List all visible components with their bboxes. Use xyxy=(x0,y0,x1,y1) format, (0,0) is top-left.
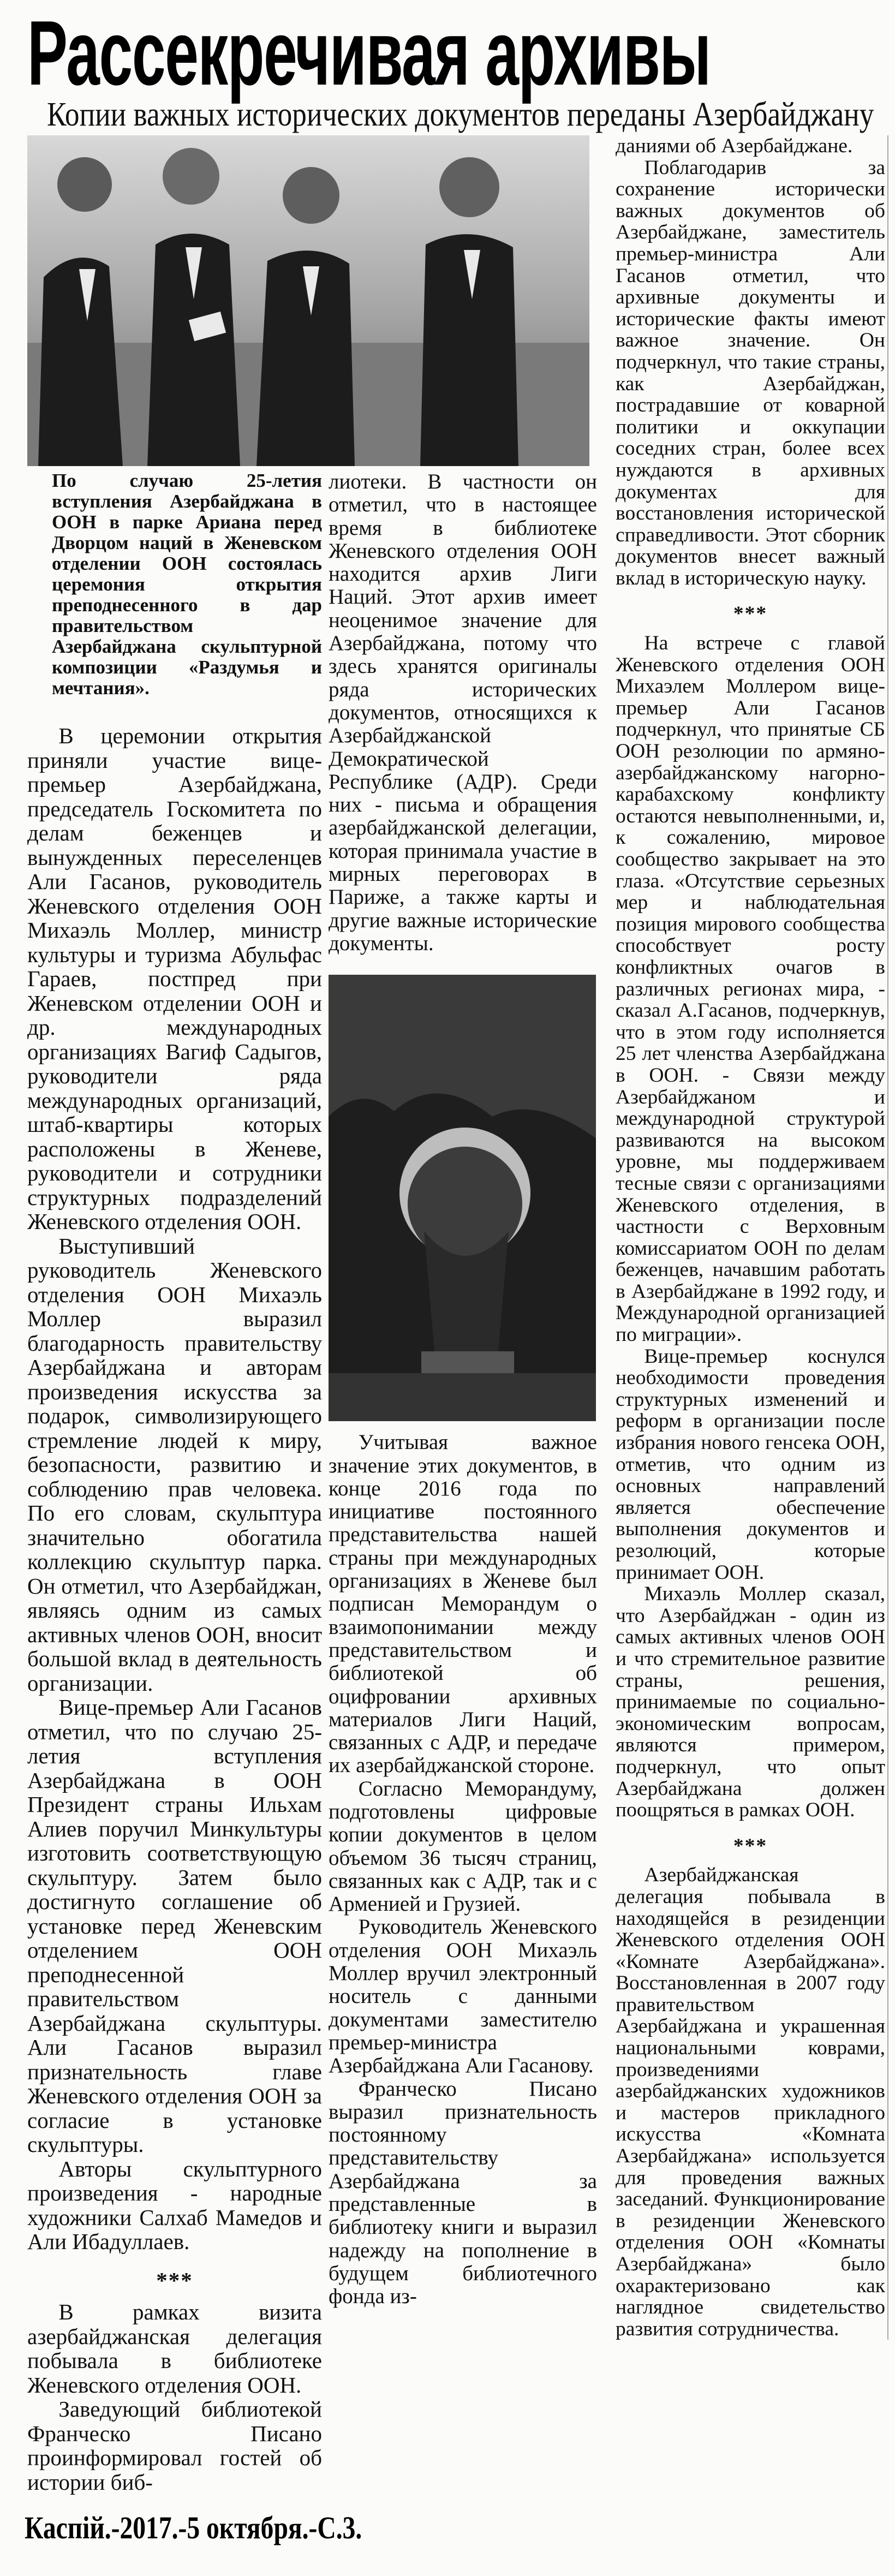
paragraph: Вице-премьер коснулся необходимости проведения структурных изменений и реформ в организации после избрания нового генсека ООН, отметив, что одним из основных направлений является обеспечение выполнения документов и резолюций, которые принимает ООН. xyxy=(616,1345,885,1584)
sculpture-photo xyxy=(329,975,596,1421)
paragraph: даниями об Азербайджане. xyxy=(616,135,853,157)
paragraph: На встрече с главой Женевского отделения ООН Михаэлем Моллером вице-премьер Али Гасанов подчеркнул, что принятые СБ ООН резолюции по армяно-азербайджанскому нагорно-карабахскому конфликту остаются невыполненными, и, к сожалению, мировое сообщество закрывает на это глаза. «Отсутствие серьезных мер и наблюдательная позиция мирового сообщества способствует росту конфликтных очагов в различных регионах мира, - сказал А.Гасанов, подчеркнув, что в этом году исполняется 25 лет членства Азербайджана в ООН. - Связи между Азербайджаном и международной структурой развиваются на высоком уровне, мы поддерживаем тесные связи с организациями Женевского отделения, в частности с Верховным комиссариатом ООН по делам беженцев, начавшим работать в Азербайджане в 1992 году, и Международной организацией по миграции». xyxy=(616,632,885,1346)
photo-caption: По случаю 25-летия вступления Азербайджана в ООН в парке Ариана перед Дворцом наций в Женевском отделении ООН состоялась церемония открытия преподнесенного в дар правительством Азербайджана скульптурной композиции «Раздумья и мечтания». xyxy=(52,470,322,699)
paragraph: В церемонии открытия приняли участие вице-премьер Азербайджана, председатель Госкомитета по делам беженцев и вынужденных переселенцев Али Гасанов, руководитель Женевского отделения ООН Михаэль Моллер, министр культуры и туризма Абульфас Гараев, постпред при Женевском отделении ООН и др. международных организациях Вагиф Садыгов, руководители ряда международных организаций, штаб-квартиры которых расположены в Женеве, руководители и сотрудники структурных подразделений Женевского отделения ООН. xyxy=(27,723,322,1234)
paragraph: Заведующий библиотекой Франческо Писано проинформировал гостей об истории биб- xyxy=(27,2396,322,2495)
section-separator: *** xyxy=(733,1834,768,1857)
column-2 xyxy=(329,470,597,2309)
article-header xyxy=(0,0,895,135)
left-block xyxy=(27,135,600,2494)
footer xyxy=(0,2511,895,2576)
column-2-bottom xyxy=(329,1431,597,2308)
paragraph: Азербайджанская делегация побывала в находящейся в резиденции Женевского отделения ООН «Комнате Азербайджана». Восстановленная в 2007 году правительством Азербайджана и украшенная национальными коврами, произведениями азербайджанских художников и мастеров прикладного искусства «Комната Азербайджана» используется для проведения важных заседаний. Функционирование в резиденции Женевского отделения ООН «Комнаты Азербайджана» было охарактеризовано как наглядное свидетельство развития сотрудничества. xyxy=(616,1864,885,2340)
column-2-top xyxy=(329,470,597,955)
ceremony-photo-image xyxy=(27,135,589,466)
section-separator: *** xyxy=(156,2267,193,2293)
paragraph: Авторы скульптурного произведения - народные художники Салхаб Мамедов и Али Ибадуллаев. xyxy=(27,2156,322,2254)
paragraph: лиотеки. В частности он отметил, что в настоящее время в библиотеке Женевского отделения ООН находится архив Лиги Наций. Этот архив имеет неоценимое значение для Азербайджана, потому что здесь хранятся оригиналы ряда исторических документов, относящихся к Азербайджанской Демократической Республике (АДР). Среди них - письма и обращения азербайджанской делегации, которая принимала участие в мирных переговорах в Париже, а также карты и другие важные исторические документы. xyxy=(329,470,597,955)
paragraph: Выступивший руководитель Женевского отделения ООН Михаэль Моллер выразил благодарность правительству Азербайджана и авторам произведения искусства за подарок, символизирующего стремление людей к миру, безопасности, развитию и соблюдению прав человека. По его словам, скульптура значительно обогатила коллекцию скульптур парка. Он отметил, что Азербайджан, являясь одним из самых активных членов ООН, вносит большой вклад в деятельность организации. xyxy=(27,1233,322,1696)
source-citation: Каспій.-2017.-5 октября.-С.3. xyxy=(25,2510,362,2545)
column-1 xyxy=(27,470,322,2494)
section-separator: *** xyxy=(733,603,768,625)
paragraph: Согласно Меморандуму, подготовлены цифровые копии документов в целом объемом 36 тысяч страниц, связанных как с АДР, так и с Арменией и Грузией. xyxy=(329,1776,597,1916)
paragraph: Вице-премьер Али Гасанов отметил, что по случаю 25-летия вступления Азербайджана в ООН Президент страны Ильхам Алиев поручил Минкультуры изготовить соответствующую скульптуру. Затем было достигнуто соглашение об установке перед Женевским отделением ООН преподнесенной правительством Азербайджана скульптуры. Али Гасанов выразил признательность главе Женевского отделения ООН за согласие в установке скульптуры. xyxy=(27,1695,322,2157)
paragraph: Учитывая важное значение этих документов, в конце 2016 года по инициативе постоянного представительства нашей страны при международных организациях в Женеве был подписан Меморандум о взаимопонимании между представительством и библиотекой об оцифровании архивных материалов Лиги Наций, связанных с АДР, и передаче их азербайджанской стороне. xyxy=(329,1430,597,1778)
sculpture-photo-image xyxy=(329,975,596,1421)
ceremony-photo xyxy=(27,135,589,466)
article-body xyxy=(0,135,895,2494)
paragraph: Франческо Писано выразил признательность постоянному представительству Азербайджана за представленные в библиотеку книги и выразил надежду на пополнение в будущем библиотечного фонда из- xyxy=(329,2077,597,2309)
column-1-text xyxy=(27,724,322,2494)
subheadline: Копии важных исторических документов переданы Азербайджану xyxy=(47,96,874,133)
headline: Рассекречивая архивы xyxy=(27,2,711,104)
paragraph: Руководитель Женевского отделения ООН Михаэль Моллер вручил электронный носитель с данными документами заместителю премьер-министра Азербайджана Али Гасанову. xyxy=(329,1915,597,2078)
left-columns xyxy=(27,470,600,2494)
paragraph: Поблагодарив за сохранение исторически важных документов об Азербайджане, заместитель премьер-министра Али Гасанов отметил, что архивные документы и исторические факты имеют важное значение. Он подчеркнул, что такие страны, как Азербайджан, пострадавшие от коварной политики и оккупации соседних стран, более всех нуждаются в архивных документах для восстановления исторической справедливости. Этот сборник документов внесет важный вклад в историческую науку. xyxy=(616,156,885,589)
paragraph: В рамках визита азербайджанская делегация побывала в библиотеке Женевского отделения ООН. xyxy=(27,2299,322,2398)
paragraph: Михаэль Моллер сказал, что Азербайджан - один из самых активных членов ООН и что стремительное развитие страны, решения, принимаемые по социально-экономическим вопросам, являются примером, подчеркнул, что опыт Азербайджана должен поощряться в рамках ООН. xyxy=(616,1583,885,1822)
column-3 xyxy=(616,135,888,2340)
